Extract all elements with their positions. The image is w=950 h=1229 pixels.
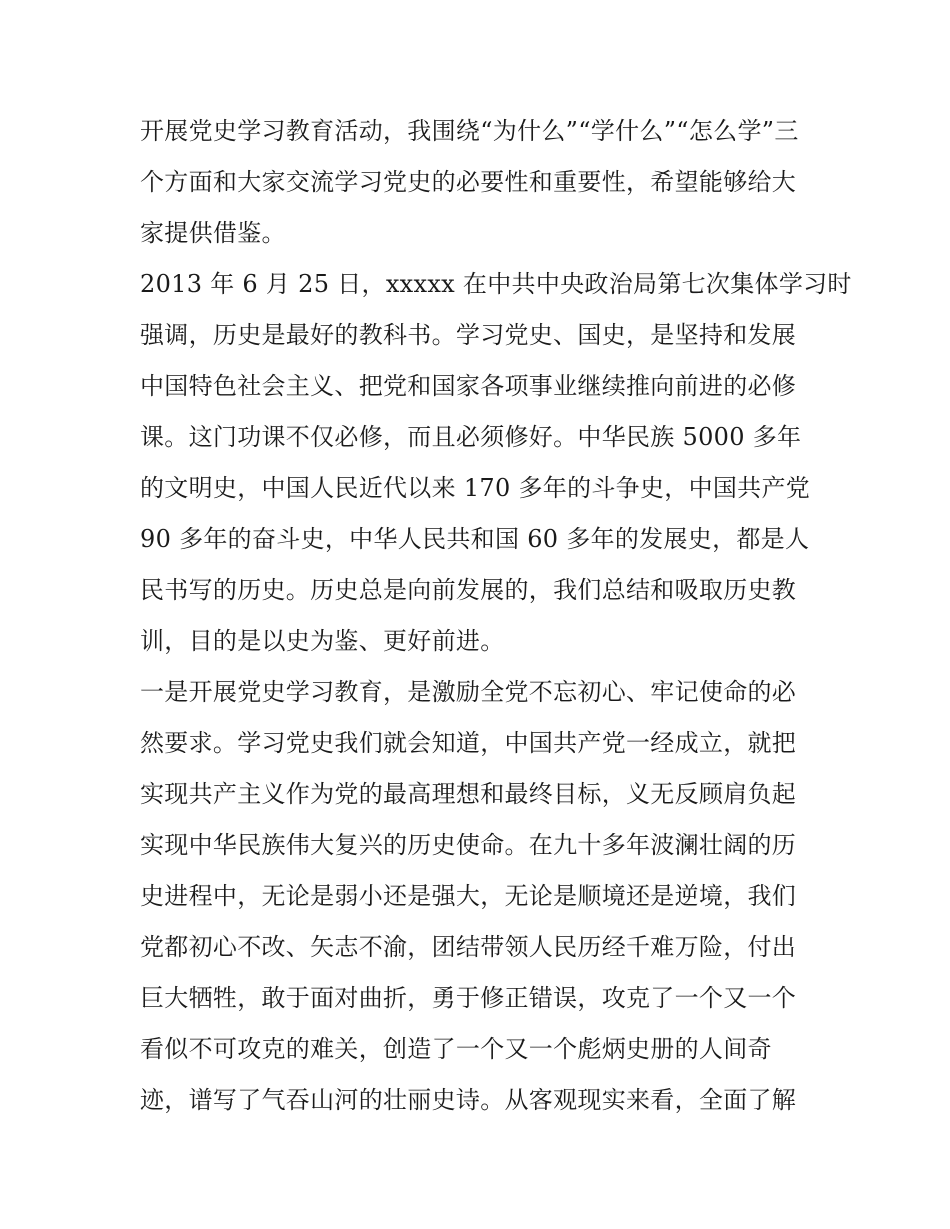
text-line: 史进程中，无论是弱小还是强大，无论是顺境还是逆境，我们 xyxy=(140,882,797,910)
text-line: 然要求。学习党史我们就会知道，中国共产党一经成立，就把 xyxy=(140,729,797,757)
text-line: 巨大牺牲，敢于面对曲折，勇于修正错误，攻克了一个又一个 xyxy=(140,984,797,1012)
text-line: 90 多年的奋斗史，中华人民共和国 60 多年的发展史，都是人 xyxy=(140,525,810,553)
document-body xyxy=(140,106,852,1126)
text-line: 训，目的是以史为鉴、更好前进。 xyxy=(140,627,505,655)
text-line: 民书写的历史。历史总是向前发展的，我们总结和吸取历史教 xyxy=(140,576,797,604)
text-line: 迹，谱写了气吞山河的壮丽史诗。从客观现实来看，全面了解 xyxy=(140,1086,797,1114)
text-line: 实现中华民族伟大复兴的历史使命。在九十多年波澜壮阔的历 xyxy=(140,831,797,859)
text-line: 开展党史学习教育活动，我围绕“为什么”“学什么”“怎么学”三 xyxy=(140,117,799,145)
text-line: 看似不可攻克的难关，创造了一个又一个彪炳史册的人间奇 xyxy=(140,1035,772,1063)
text-line: 一是开展党史学习教育，是激励全党不忘初心、牢记使命的必 xyxy=(140,678,797,706)
text-line: 的文明史，中国人民近代以来 170 多年的斗争史，中国共产党 xyxy=(140,474,811,502)
text-line: 2013 年 6 月 25 日，xxxxx 在中共中央政治局第七次集体学习时 xyxy=(140,270,852,298)
text-line: 实现共产主义作为党的最高理想和最终目标，义无反顾肩负起 xyxy=(140,780,797,808)
text-line: 党都初心不改、矢志不渝，团结带领人民历经千难万险，付出 xyxy=(140,933,797,961)
text-line: 强调，历史是最好的教科书。学习党史、国史，是坚持和发展 xyxy=(140,321,797,349)
text-line: 个方面和大家交流学习党史的必要性和重要性，希望能够给大 xyxy=(140,168,797,196)
text-line: 家提供借鉴。 xyxy=(140,219,286,247)
text-line: 课。这门功课不仅必修，而且必须修好。中华民族 5000 多年 xyxy=(140,423,802,451)
text-line: 中国特色社会主义、把党和国家各项事业继续推向前进的必修 xyxy=(140,372,797,400)
